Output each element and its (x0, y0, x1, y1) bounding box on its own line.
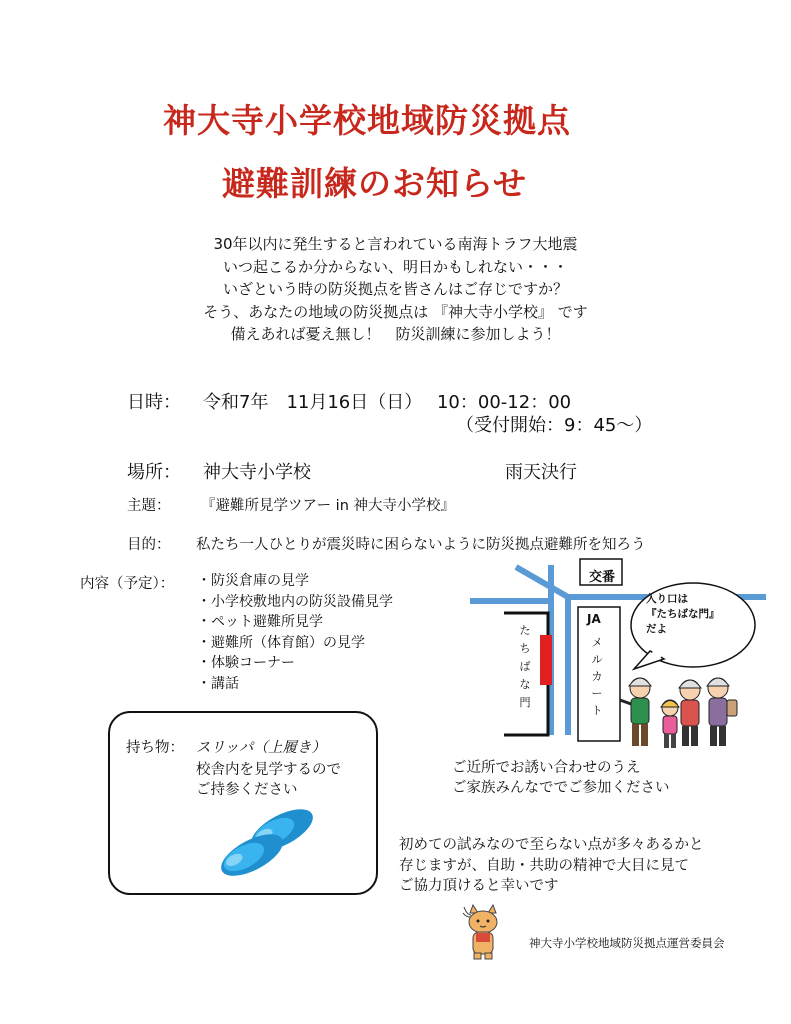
tachibana-char: た (519, 624, 531, 637)
purpose-label: 目的： (127, 537, 171, 553)
intro-line: そう、あなたの地域の防災拠点は 『神大寺小学校』 です (203, 302, 588, 321)
evacuating-family-illustration (618, 664, 742, 752)
list-item: ・防災倉庫の見学 (197, 573, 309, 589)
notice-line: 初めての試みなので至らない点が多々あるかと (399, 837, 704, 853)
reception-time: （受付開始：9：45〜） (456, 415, 653, 436)
mercato-char: ル (591, 653, 603, 666)
tachibana-char: ば (519, 660, 531, 673)
invite-line: ご家族みんなででご参加ください (452, 780, 670, 796)
tachibana-char: な (519, 678, 531, 691)
bubble-text (646, 592, 720, 637)
intro-line: 備えあれば憂え無し！ 防災訓練に参加しよう！ (230, 325, 561, 343)
ja-label: JA (587, 612, 601, 626)
bubble-line: だよ (646, 623, 667, 635)
tachibana-label (518, 622, 532, 712)
list-item: ・体験コーナー (197, 655, 295, 672)
cat-mascot-icon (461, 903, 505, 963)
theme-label: 主題： (127, 498, 171, 514)
tachibana-char: ち (519, 642, 531, 655)
invite-text (452, 758, 670, 798)
intro-text (0, 233, 791, 346)
theme-value: 『避難所見学ツアー in 神大寺小学校』 (201, 498, 456, 514)
contents-label: 内容（予定）： (80, 576, 175, 592)
notice-line: ご協力頂けると幸いです (399, 878, 559, 894)
bubble-line: 『たちばな門』 (646, 608, 720, 620)
bubble-line: 入り口は (646, 593, 688, 605)
mercato-char: メ (591, 636, 603, 649)
title-line-2: 避難訓練のお知らせ (222, 164, 528, 203)
belongings-note (196, 760, 341, 800)
datetime-value: 令和7年 11月16日（日） 10：00-12：00 (203, 392, 572, 413)
slippers-icon (212, 800, 322, 880)
road-diagonal (516, 567, 568, 597)
mercato-char: ト (591, 704, 603, 717)
notice-line: 存じますが、自助・共助の精神で大目に見て (399, 857, 689, 874)
mercato-char: カ (591, 670, 603, 683)
title-line-1: 神大寺小学校地域防災拠点 (163, 101, 571, 140)
belongings-label: 持ち物： (126, 740, 184, 756)
list-item: ・ペット避難所見学 (197, 614, 323, 631)
list-item: ・小学校敷地内の防災設備見学 (197, 593, 393, 610)
organizer-name: 神大寺小学校地域防災拠点運営委員会 (529, 936, 725, 950)
intro-line: いつ起こるか分からない、明日かもしれない・・・ (222, 257, 568, 276)
police-box-label: 交番 (589, 570, 616, 585)
tachibana-char: 門 (519, 696, 531, 709)
intro-line: いざという時の防災拠点を皆さんはご存じですか？ (222, 280, 568, 298)
place-label: 場所： (127, 462, 181, 483)
notice-text (399, 835, 704, 897)
gate-marker (540, 635, 552, 685)
belongings-note-line: 校舎内を見学するので (196, 762, 341, 778)
contents-list (197, 571, 393, 695)
place-value: 神大寺小学校 (203, 462, 311, 483)
weather-note: 雨天決行 (505, 462, 577, 483)
datetime-label: 日時： (127, 392, 181, 413)
intro-line: 30年以内に発生すると言われている南海トラフ大地震 (213, 235, 578, 253)
belongings-item: スリッパ（上履き） (196, 740, 326, 756)
purpose-value: 私たち一人ひとりが震災時に困らないように防災拠点避難所を知ろう (196, 537, 646, 553)
invite-line: ご近所でお誘い合わせのうえ (452, 760, 641, 776)
mercato-label (590, 634, 604, 719)
belongings-note-line: ご持参ください (196, 782, 298, 798)
mercato-char: ー (591, 687, 603, 700)
list-item: ・講話 (197, 675, 239, 692)
list-item: ・避難所（体育館）の見学 (197, 634, 365, 651)
